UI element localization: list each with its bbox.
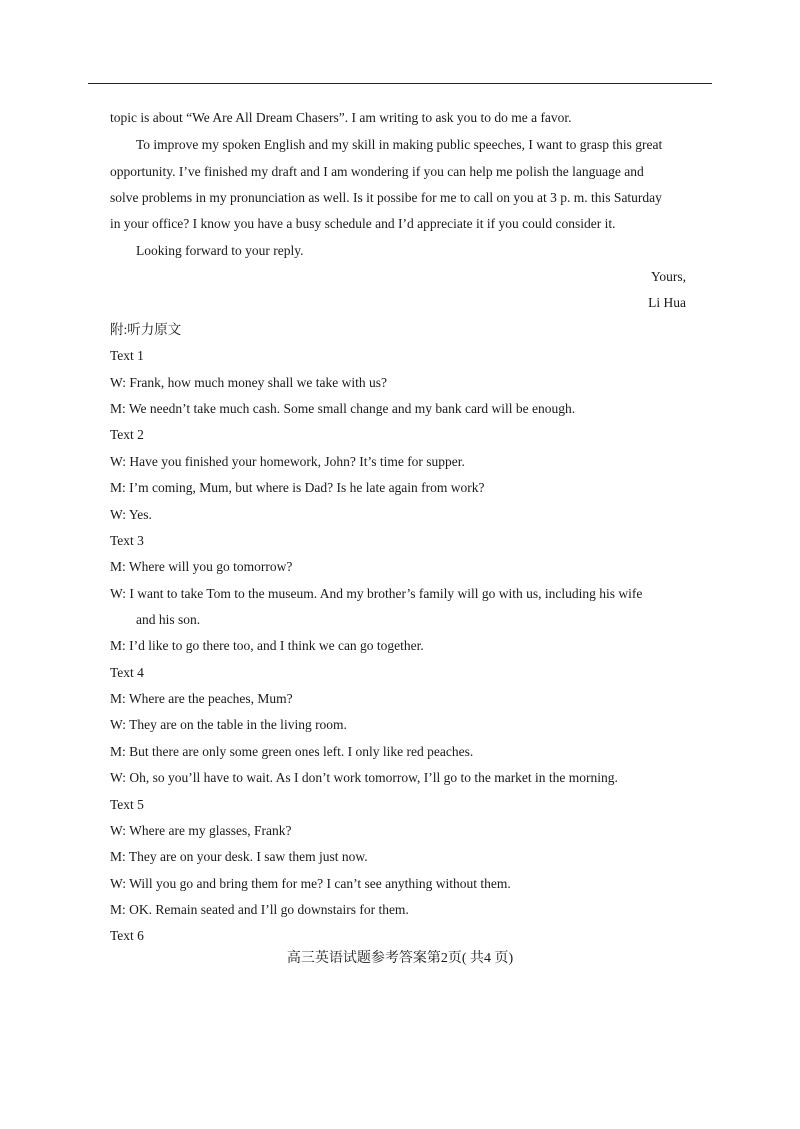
text-label: Text 1 <box>110 348 144 363</box>
letter-line: topic is about “We Are All Dream Chasers”. I am writing to ask you to do me a favor. <box>110 110 572 125</box>
dialogue-line: M: Where will you go tomorrow? <box>110 559 293 574</box>
dialogue-line: M: OK. Remain seated and I’ll go downstairs for them. <box>110 902 409 917</box>
text-label: Text 6 <box>110 928 144 943</box>
letter-line: opportunity. I’ve finished my draft and I am wondering if you can help me polish the language and <box>110 164 644 179</box>
letter-line: solve problems in my pronunciation as well. Is it possibe for me to call on you at 3 p. m. this Saturday <box>110 190 662 205</box>
text-label: Text 3 <box>110 533 144 548</box>
dialogue-line: W: I want to take Tom to the museum. And my brother’s family will go with us, including his wife <box>110 586 643 601</box>
page-footer: 高三英语试题参考答案第2页( 共4 页) <box>286 951 514 966</box>
text-label: Text 5 <box>110 797 144 812</box>
dialogue-line: M: I’m coming, Mum, but where is Dad? Is he late again from work? <box>110 480 485 495</box>
transcript-heading: 附:听力原文 <box>110 322 182 337</box>
dialogue-line: W: Will you go and bring them for me? I can’t see anything without them. <box>110 876 511 891</box>
dialogue-line: M: Where are the peaches, Mum? <box>110 691 293 706</box>
letter-signature: Li Hua <box>648 295 686 310</box>
dialogue-line: W: Oh, so you’ll have to wait. As I don’t work tomorrow, I’ll go to the market in the morning. <box>110 770 618 785</box>
dialogue-line: W: They are on the table in the living room. <box>110 717 347 732</box>
text-label: Text 2 <box>110 427 144 442</box>
dialogue-line-continued: and his son. <box>136 612 201 627</box>
dialogue-line: M: But there are only some green ones left. I only like red peaches. <box>110 744 474 759</box>
letter-line: Looking forward to your reply. <box>136 243 304 258</box>
dialogue-line: W: Yes. <box>110 507 152 522</box>
dialogue-line: W: Have you finished your homework, John? It’s time for supper. <box>110 454 465 469</box>
header-rule <box>88 83 712 84</box>
dialogue-line: M: We needn’t take much cash. Some small change and my bank card will be enough. <box>110 401 576 416</box>
dialogue-line: W: Where are my glasses, Frank? <box>110 823 292 838</box>
dialogue-line: W: Frank, how much money shall we take with us? <box>110 375 387 390</box>
letter-line: in your office? I know you have a busy schedule and I’d appreciate it if you could consider it. <box>110 216 616 231</box>
letter-closing: Yours, <box>650 269 686 284</box>
letter-line: To improve my spoken English and my skill in making public speeches, I want to grasp this great <box>136 137 663 152</box>
dialogue-line: M: I’d like to go there too, and I think we can go together. <box>110 638 424 653</box>
text-label: Text 4 <box>110 665 144 680</box>
dialogue-line: M: They are on your desk. I saw them just now. <box>110 849 368 864</box>
